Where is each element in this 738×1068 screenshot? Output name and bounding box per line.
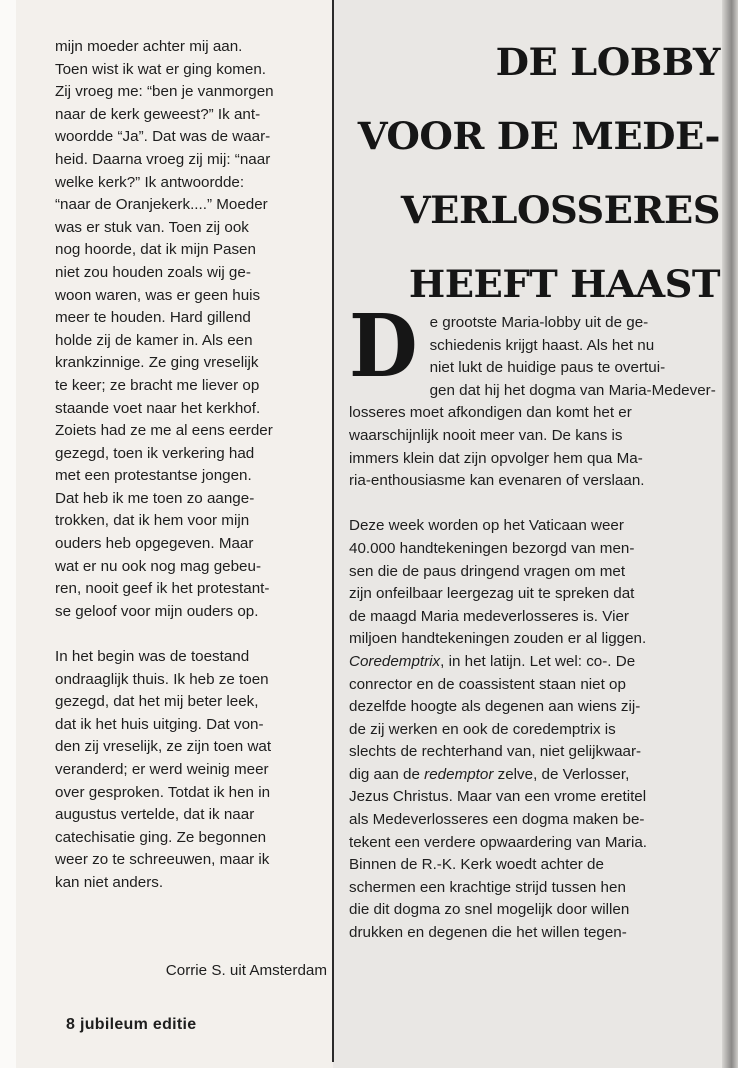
headline-line: DE LOBBY xyxy=(495,40,720,84)
text-line: e grootste Maria-lobby uit de ge- xyxy=(429,314,649,331)
article-body xyxy=(349,296,721,967)
text-line: se geloof voor mijn ouders op. xyxy=(55,602,259,620)
text-line: holde zij de kamer in. Als een xyxy=(55,331,253,349)
text-line: Zij vroeg me: “ben je vanmorgen xyxy=(55,83,274,101)
text-line: immers klein dat zijn opvolger hem qua Ma- xyxy=(349,449,643,467)
headline-line: VOOR DE MEDE- xyxy=(357,114,720,158)
text-line: schermen een krachtige strijd tussen hen xyxy=(349,878,626,896)
text-fragment: zelve, de Verlosser, xyxy=(493,765,630,783)
text-line: heid. Daarna vroeg zij mij: “naar xyxy=(55,150,271,168)
drop-cap: D xyxy=(349,296,418,397)
text-line: kan niet anders. xyxy=(55,873,164,891)
text-line: Jezus Christus. Maar van een vrome eretitel xyxy=(349,788,647,806)
text-line: veranderd; er werd weinig meer xyxy=(55,761,269,778)
text-line: die dit dogma zo snel mogelijk door willen xyxy=(349,901,630,919)
text-line: In het begin was de toestand xyxy=(55,648,250,666)
text-line: niet lukt de huidige paus te overtui- xyxy=(429,359,666,377)
text-line: nog hoorde, dat ik mijn Pasen xyxy=(55,241,256,259)
column-divider xyxy=(332,0,334,1062)
text-line: schiedenis krijgt haast. Als het nu xyxy=(429,336,655,354)
text-line: niet zou houden zoals wij ge- xyxy=(55,263,251,281)
text-line: augustus vertelde, dat ik naar xyxy=(55,806,255,824)
letter-column xyxy=(55,36,327,917)
text-line xyxy=(349,651,721,674)
text-line: wat er nu ook nog mag gebeu- xyxy=(55,557,262,575)
text-line: weer zo te schreeuwen, maar ik xyxy=(55,851,270,869)
text-line: ondraaglijk thuis. Ik heb ze toen xyxy=(55,670,269,688)
text-line: dezelfde hoogte als degenen aan wiens zij- xyxy=(349,698,641,716)
article-intro xyxy=(349,296,721,493)
letter-signature: Corrie S. uit Amsterdam xyxy=(165,962,327,979)
text-line: gezegd, dat het mij beter leek, xyxy=(55,693,259,711)
text-line: als Medeverlosseres een dogma maken be- xyxy=(349,811,645,829)
text-line: meer te houden. Hard gillend xyxy=(55,309,251,327)
text-line: conrector en de coassistent staan niet op xyxy=(349,675,626,693)
text-line: woon waren, was er geen huis xyxy=(55,286,261,304)
article-headline xyxy=(340,40,720,306)
text-line: naar de kerk geweest?” Ik ant- xyxy=(55,105,261,123)
text-line: te keer; ze bracht me liever op xyxy=(55,376,260,394)
italic-term: Coredemptrix xyxy=(349,652,441,670)
text-line: de maagd Maria medeverlosseres is. Vier xyxy=(349,607,629,625)
text-line: zijn onfeilbaar leergezag uit te spreken dat xyxy=(349,585,635,603)
text-line: den zij vreselijk, ze zijn toen wat xyxy=(55,738,272,756)
text-line: de zij werken en ook de coredemptrix is xyxy=(349,720,616,738)
text-line: 40.000 handtekeningen bezorgd van men- xyxy=(349,539,635,557)
headline-line: HEEFT HAAST xyxy=(408,262,720,306)
text-line: losseres moet afkondigen dan komt het er xyxy=(349,404,632,422)
text-line: Deze week worden op het Vaticaan weer xyxy=(349,517,624,535)
text-line: slechts de rechterhand van, niet gelijkwaar- xyxy=(349,743,642,761)
text-line: was er stuk van. Toen zij ook xyxy=(55,218,249,236)
text-line: woordde “Ja”. Dat was de waar- xyxy=(55,128,271,146)
text-line: gen dat hij het dogma van Maria-Medever- xyxy=(429,381,716,399)
text-line: krankzinnige. Ze ging vreselijk xyxy=(55,354,259,372)
text-line: tekent een verdere opwaardering van Maria. xyxy=(349,833,648,851)
letter-paragraph-2 xyxy=(55,646,327,895)
text-line: ouders heb opgegeven. Maar xyxy=(55,535,254,553)
text-line: met een protestantse jongen. xyxy=(55,467,252,485)
text-line: waarschijnlijk nooit meer van. De kans is xyxy=(349,426,623,444)
text-line: sen die de paus dringend vragen om met xyxy=(349,562,626,580)
text-line: mijn moeder achter mij aan. xyxy=(55,38,243,55)
text-line: drukken en degenen die het willen tegen- xyxy=(349,924,627,942)
text-line: gezegd, toen ik verkering had xyxy=(55,444,255,462)
text-line: Toen wist ik wat er ging komen. xyxy=(55,60,267,78)
text-fragment: , in het latijn. Let wel: co-. De xyxy=(440,652,636,670)
text-line: dat ik het huis uitging. Dat von- xyxy=(55,715,264,733)
text-line: Dat heb ik me toen zo aange- xyxy=(55,489,255,507)
page-footer: 8 jubileum editie xyxy=(66,1016,197,1033)
text-line: Zoiets had ze me al eens eerder xyxy=(55,422,273,440)
page-edge-shadow xyxy=(722,0,738,1068)
text-line: catechisatie ging. Ze begonnen xyxy=(55,828,267,846)
text-line: ria-enthousiasme kan evenaren of verslaan. xyxy=(349,472,645,490)
text-fragment: dig aan de xyxy=(349,765,425,783)
text-line: Binnen de R.-K. Kerk woedt achter de xyxy=(349,856,604,874)
text-line: trokken, dat ik hem voor mijn xyxy=(55,512,250,530)
text-line: “naar de Oranjekerk....” Moeder xyxy=(55,196,268,214)
text-line: staande voet naar het kerkhof. xyxy=(55,399,261,417)
text-line: welke kerk?” Ik antwoordde: xyxy=(55,173,245,191)
text-line: ren, nooit geef ik het protestant- xyxy=(55,580,270,598)
italic-term: redemptor xyxy=(424,765,494,783)
page-margin xyxy=(0,0,16,1068)
text-line xyxy=(349,764,721,787)
letter-paragraph-1 xyxy=(55,36,327,623)
headline-line: VERLOSSERES xyxy=(400,188,720,232)
text-line: miljoen handtekeningen zouden er al liggen. xyxy=(349,630,647,648)
text-line: over gesproken. Totdat ik hen in xyxy=(55,783,271,801)
article-paragraph-2 xyxy=(349,515,721,944)
